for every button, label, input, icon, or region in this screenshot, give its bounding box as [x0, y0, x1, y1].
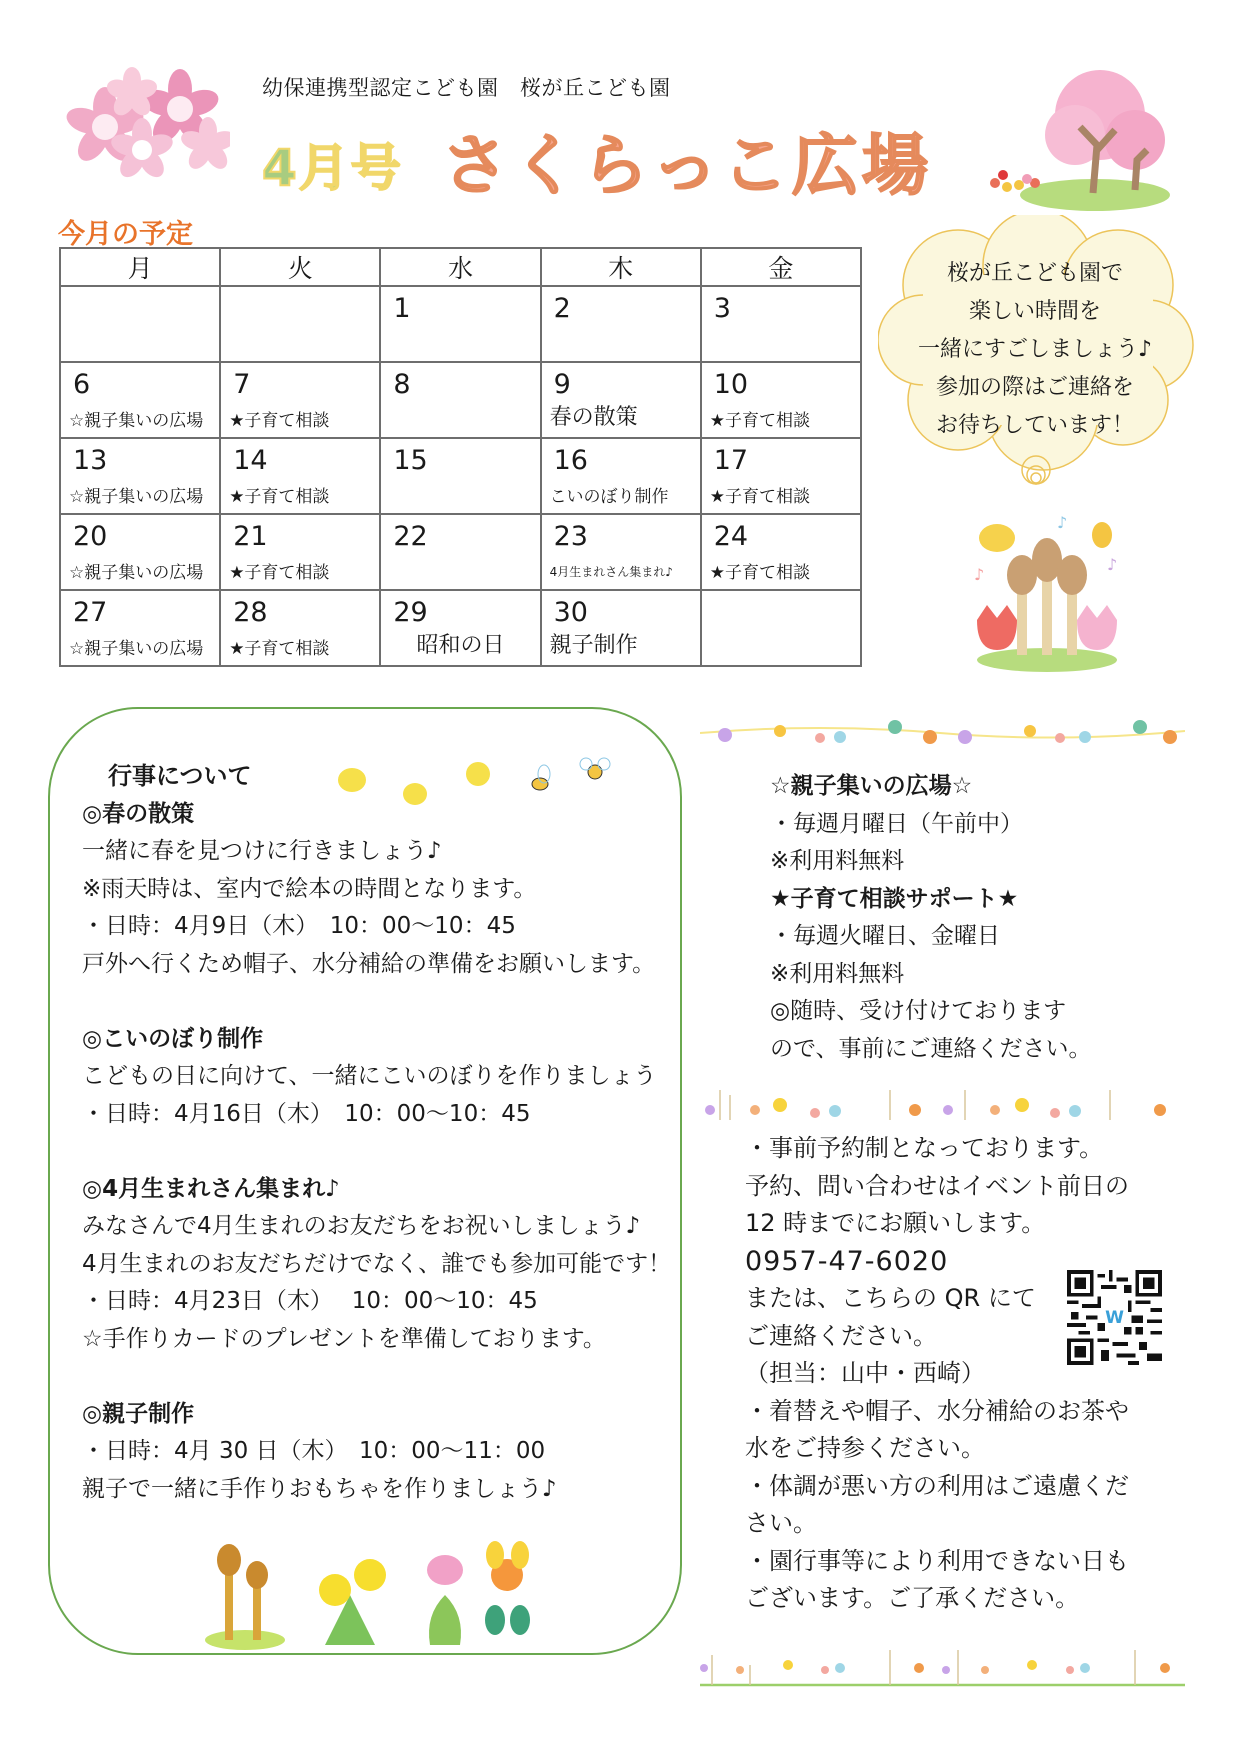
- calendar-cell: [701, 286, 861, 362]
- monthly-calendar: [59, 247, 862, 667]
- cherry-tree-illustration: [975, 65, 1170, 215]
- reservation-notes: [745, 1130, 1129, 1618]
- calendar-cell: [701, 590, 861, 666]
- newsletter-title: さくらっこ広場: [442, 127, 932, 204]
- greeting-message: [885, 255, 1185, 445]
- calendar-cell: [60, 438, 220, 514]
- organization-name: 幼保連携型認定こども園 桜が丘こども園: [262, 76, 671, 100]
- note-line: ご連絡ください。: [745, 1321, 937, 1350]
- day-event: ☆親子集いの広場: [69, 411, 204, 431]
- weekday-tue: 火: [220, 248, 380, 286]
- phone-number: 0957-47-6020: [745, 1245, 949, 1277]
- day-number: 22: [393, 521, 428, 552]
- day-event: 昭和の日: [416, 633, 505, 658]
- event-line: 戸外へ行くため帽子、水分補給の準備をお願いします。: [82, 950, 656, 977]
- note-line: ・体調が悪い方の利用はご遠慮くだ: [745, 1471, 1129, 1500]
- day-number: 8: [393, 369, 411, 400]
- day-number: 29: [393, 597, 428, 628]
- calendar-week-row: [60, 438, 861, 514]
- day-event: ★子育て相談: [229, 563, 330, 583]
- svg-text:♪: ♪: [1107, 555, 1118, 574]
- calendar-cell: [541, 590, 701, 666]
- day-event: ★子育て相談: [709, 563, 810, 583]
- calendar-cell: [541, 362, 701, 438]
- event-line: 4月生まれのお友だちだけでなく、誰でも参加可能です！: [82, 1250, 672, 1277]
- note-line: 水をご持参ください。: [745, 1434, 985, 1462]
- calendar-cell: [380, 362, 540, 438]
- day-event: 4月生まれさん集まれ♪: [549, 565, 673, 579]
- day-number: 21: [233, 521, 268, 552]
- cherry-blossom-illustration: [60, 65, 230, 180]
- day-number: 7: [233, 369, 251, 400]
- schedule-heading: 今月の予定: [58, 219, 193, 250]
- issue-label: 4月号: [262, 139, 403, 197]
- smiling-flowers-illustration: [195, 1535, 595, 1650]
- calendar-week-row: [60, 514, 861, 590]
- day-number: 27: [73, 597, 108, 628]
- event-line: ・日時：4月23日（木） 10：00～10：45: [82, 1288, 538, 1314]
- day-number: 10: [713, 369, 749, 400]
- calendar-cell: [541, 514, 701, 590]
- svg-text:♪: ♪: [1057, 513, 1068, 532]
- consult-line: ・毎週火曜日、金曜日: [770, 923, 1000, 949]
- calendar-cell: [380, 590, 540, 666]
- day-event: ★子育て相談: [229, 411, 330, 431]
- consult-line: ◎随時、受け付けております: [770, 998, 1067, 1024]
- note-line: ・着替えや帽子、水分補給のお茶や: [745, 1396, 1129, 1425]
- event-line: こどもの日に向けて、一緒にこいのぼりを作りましょう: [82, 1063, 657, 1089]
- day-number: 16: [553, 445, 588, 476]
- calendar-cell: [220, 590, 380, 666]
- events-list: [82, 758, 682, 1508]
- greeting-line: 参加の際はご連絡を: [935, 375, 1134, 400]
- day-number: 14: [233, 445, 268, 476]
- calendar-cell: [701, 438, 861, 514]
- weekday-mon: 月: [60, 248, 220, 286]
- greeting-line: 楽しい時間を: [968, 299, 1101, 324]
- regular-programs: [770, 768, 1092, 1068]
- note-line: ・園行事等により利用できない日も: [745, 1546, 1129, 1575]
- consult-title: ★子育て相談サポート★: [770, 885, 1019, 912]
- calendar-cell: [60, 286, 220, 362]
- greeting-line: 桜が丘こども園で: [946, 261, 1123, 286]
- calendar-cell: [541, 438, 701, 514]
- consult-line: ※利用料無料: [770, 960, 905, 987]
- event-line: ・日時：4月9日（木） 10：00～10：45: [82, 913, 516, 939]
- day-event: ☆親子集いの広場: [69, 639, 204, 659]
- svg-text:♪: ♪: [974, 565, 985, 584]
- day-event: ★子育て相談: [229, 639, 330, 659]
- weekday-header-row: [60, 248, 861, 286]
- svg-text:W: W: [1105, 1308, 1124, 1329]
- calendar-cell: [380, 438, 540, 514]
- event-line: ・日時：4月16日（木） 10：00～10：45: [82, 1100, 531, 1127]
- note-line: ございます。ご了承ください。: [745, 1584, 1080, 1612]
- day-number: 9: [553, 369, 571, 400]
- calendar-week-row: [60, 590, 861, 666]
- day-number: 13: [73, 445, 108, 476]
- flower-border-decoration: [700, 705, 1185, 745]
- spring-mascots-illustration: [962, 510, 1132, 675]
- event-line: みなさんで4月生まれのお友だちをお祝いしましょう♪: [82, 1213, 641, 1239]
- event-line: ☆手作りカードのプレゼントを準備しております。: [82, 1325, 606, 1352]
- day-event: 春の散策: [549, 405, 638, 430]
- note-line: または、こちらの QR にて: [745, 1284, 1036, 1312]
- plaza-title: ☆親子集いの広場☆: [770, 773, 973, 799]
- calendar-week-row: [60, 286, 861, 362]
- flower-border-decoration: [700, 1085, 1185, 1125]
- flower-border-decoration: [700, 1640, 1185, 1690]
- calendar-cell: [701, 514, 861, 590]
- calendar-week-row: [60, 362, 861, 438]
- event-title: ◎春の散策: [82, 800, 195, 827]
- calendar-cell: [220, 438, 380, 514]
- event-line: 親子で一緒に手作りおもちゃを作りましょう♪: [82, 1475, 557, 1502]
- calendar-cell: [541, 286, 701, 362]
- day-number: 28: [233, 597, 268, 628]
- day-event: こいのぼり制作: [549, 487, 669, 507]
- calendar-cell: [380, 514, 540, 590]
- day-number: 23: [553, 521, 588, 552]
- day-number: 6: [73, 369, 91, 400]
- calendar-cell: [220, 362, 380, 438]
- day-event: ☆親子集いの広場: [69, 563, 204, 583]
- note-line: ・事前予約制となっております。: [745, 1134, 1104, 1162]
- calendar-cell: [60, 514, 220, 590]
- day-event: ★子育て相談: [709, 487, 810, 507]
- day-event: ★子育て相談: [229, 487, 330, 507]
- event-title: ◎親子制作: [82, 1400, 195, 1427]
- day-number: 15: [393, 445, 428, 476]
- event-line: ・日時：4月 30 日（木） 10：00～11：00: [82, 1438, 546, 1464]
- day-number: 20: [73, 521, 108, 552]
- note-line: （担当：山中・西崎）: [745, 1359, 985, 1387]
- day-event: ★子育て相談: [709, 411, 810, 431]
- qr-code[interactable]: [1067, 1270, 1162, 1365]
- event-title: ◎こいのぼり制作: [82, 1025, 264, 1052]
- plaza-line: ※利用料無料: [770, 848, 905, 874]
- event-line: ※雨天時は、室内で絵本の時間となります。: [82, 875, 537, 902]
- day-event: 親子制作: [549, 633, 638, 658]
- note-line: さい。: [745, 1509, 817, 1537]
- day-number: 3: [713, 293, 731, 324]
- event-line: 一緒に春を見つけに行きましょう♪: [82, 838, 442, 864]
- events-heading: 行事について: [108, 762, 252, 790]
- day-number: 1: [393, 293, 411, 324]
- greeting-line: お待ちしています！: [935, 413, 1134, 438]
- plaza-line: ・毎週月曜日（午前中）: [770, 810, 1023, 837]
- day-number: 2: [553, 293, 571, 324]
- day-number: 24: [713, 521, 749, 552]
- event-title: ◎4月生まれさん集まれ♪: [82, 1175, 340, 1202]
- calendar-cell: [701, 362, 861, 438]
- calendar-cell: [380, 286, 540, 362]
- note-line: 予約、問い合わせはイベント前日の: [745, 1171, 1129, 1200]
- day-event: ☆親子集いの広場: [69, 487, 204, 507]
- calendar-cell: [60, 590, 220, 666]
- greeting-line: 一緒にすごしましょう♪: [917, 337, 1153, 362]
- day-number: 30: [553, 597, 588, 628]
- weekday-thu: 木: [541, 248, 701, 286]
- calendar-cell: [60, 362, 220, 438]
- day-number: 17: [713, 445, 749, 476]
- note-line: 12 時までにお願いします。: [745, 1209, 1046, 1237]
- weekday-wed: 水: [380, 248, 540, 286]
- weekday-fri: 金: [701, 248, 861, 286]
- calendar-cell: [220, 514, 380, 590]
- calendar-cell: [220, 286, 380, 362]
- consult-line: ので、事前にご連絡ください。: [770, 1035, 1092, 1062]
